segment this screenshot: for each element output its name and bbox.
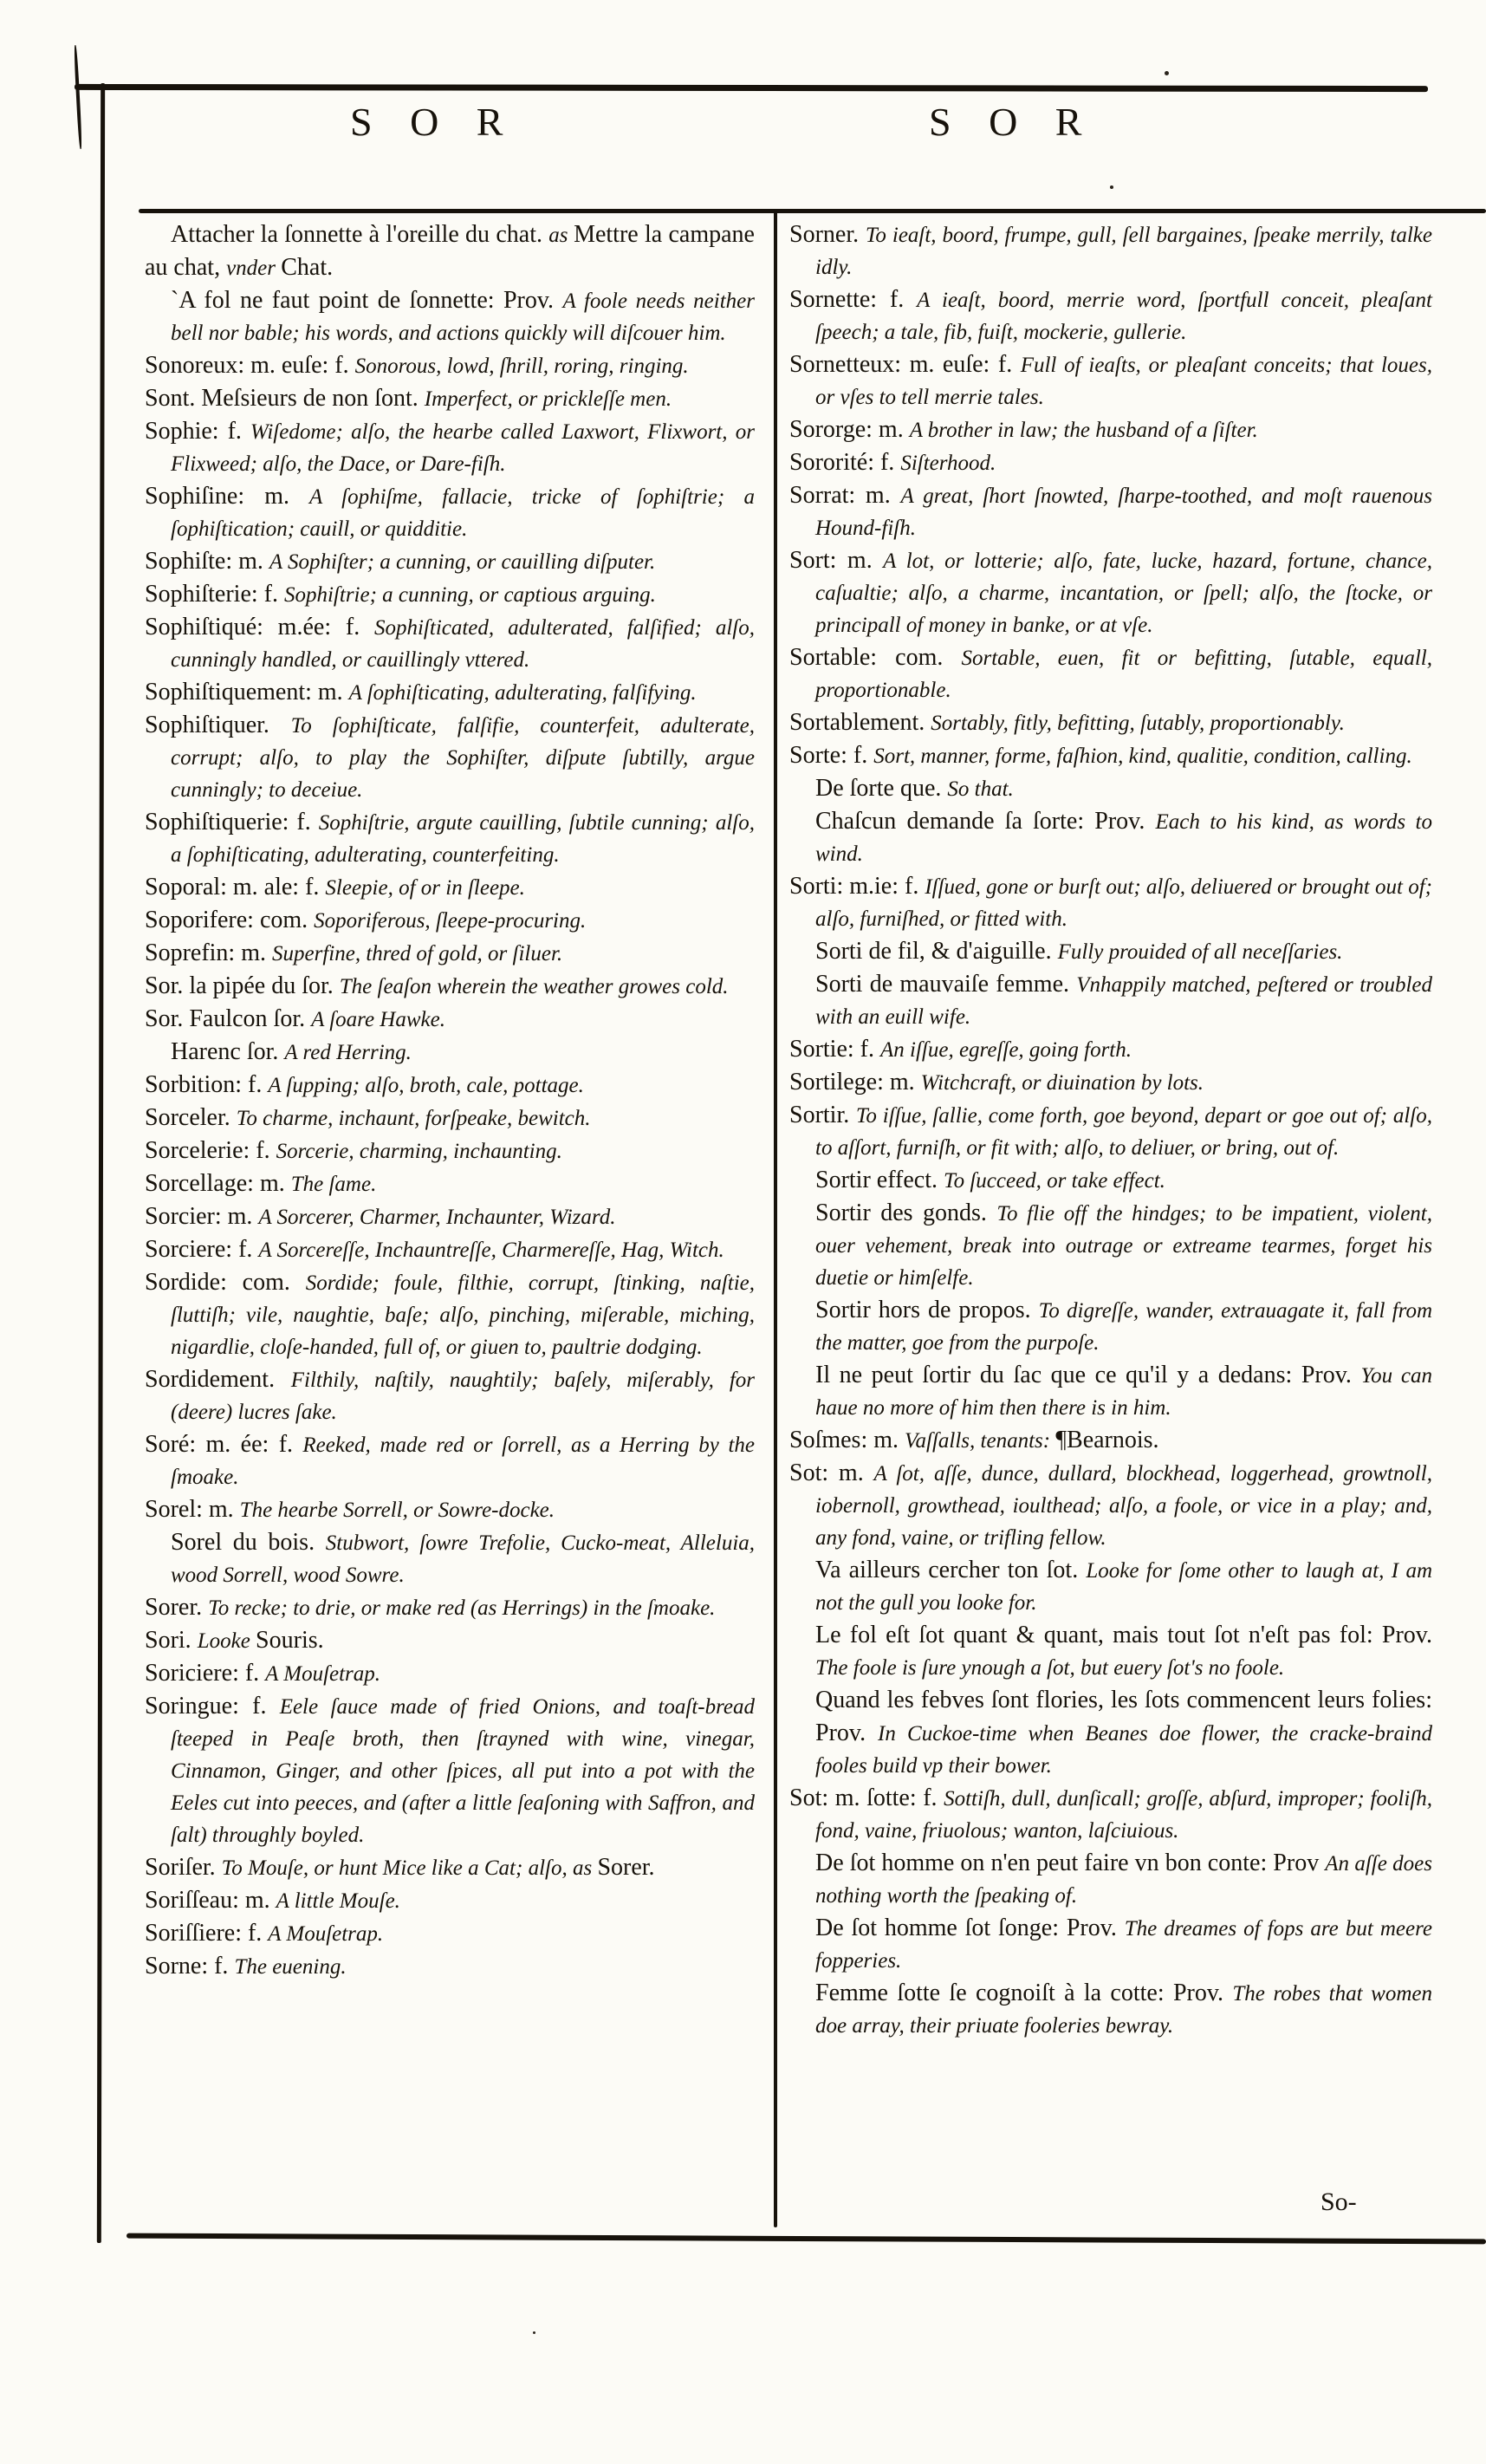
gloss-text-italic: Sortable, euen, fit or befitting, ſutable, equall, proportionable. xyxy=(815,647,1432,702)
dictionary-entry xyxy=(789,1166,1432,1199)
gloss-text-italic: Sottiſh, dull, dunſicall; groſſe, abſurd, improper; fooliſh, fond, vaine, friuolous; wanton, laſciuious. xyxy=(815,1787,1432,1843)
dictionary-entry xyxy=(145,678,755,711)
entry-text-roman: Soriſſeau: m. xyxy=(145,1887,276,1914)
dictionary-entry xyxy=(789,1849,1432,1914)
gloss-text-italic: To ſucceed, or take effect. xyxy=(943,1169,1165,1193)
gloss-text-italic: To iſſue, ſallie, come forth, goe beyond, depart or goe out of; alſo, to aſſort, furniſh, or fit with; alſo, to deliuer, or bring, out of. xyxy=(815,1104,1432,1160)
entry-text-roman: Sor. la pipée du ſor. xyxy=(145,972,340,999)
dictionary-entry xyxy=(789,448,1432,481)
entry-text-roman: Sophiſtiquer. xyxy=(145,712,291,738)
entry-text-roman: Chaſcun demande ſa ſorte: Prov. xyxy=(815,808,1156,835)
entry-text-roman: Sortie: f. xyxy=(789,1036,880,1063)
entry-text-roman: Sorceler. xyxy=(145,1104,237,1131)
gloss-text-italic: Looke xyxy=(197,1629,256,1653)
dictionary-entry xyxy=(145,1659,755,1692)
gloss-text-italic: The robes that women doe array, their priuate fooleries bewray. xyxy=(815,1982,1432,2038)
entry-text-roman: Femme ſotte ſe cognoiſt à la cotte: Prov. xyxy=(815,1980,1233,2006)
entry-text-roman: Sorte: f. xyxy=(789,742,874,769)
gloss-text-italic: To flie off the hindges; to be impatient, violent, ouer vehement, break into outrage or extreame tearmes, forget his duetie or himſelfe. xyxy=(815,1202,1433,1290)
gloss-text-italic: The euening. xyxy=(234,1955,347,1979)
entry-text-roman: Sot: m. xyxy=(789,1460,874,1486)
entry-text-roman: Sortablement. xyxy=(789,709,931,736)
entry-text-roman: Sorrat: m. xyxy=(789,482,901,509)
gloss-text-italic: The dreames of fops are but meere fopperies. xyxy=(815,1917,1432,1973)
entry-text-roman: Sonoreux: m. euſe: f. xyxy=(145,352,355,379)
entry-text-roman: Soporifere: com. xyxy=(145,907,315,933)
dictionary-entry xyxy=(145,384,755,417)
entry-text-roman: Sorti de fil, & d'aiguille. xyxy=(815,938,1058,965)
gloss-text-italic: Filthily, naſtily, naughtily; baſely, miſerably, for (deere) lucres ſake. xyxy=(171,1369,755,1424)
entry-text-roman: Sorer. xyxy=(597,1854,655,1881)
dictionary-entry xyxy=(145,286,755,351)
entry-text-roman: Soporal: m. ale: f. xyxy=(145,874,326,900)
gloss-text-italic: A Sorcereſſe, Inchauntreſſe, Charmereſſe, Hag, Witch. xyxy=(258,1239,724,1262)
gloss-text-italic: Sonorous, lowd, ſhrill, roring, ringing. xyxy=(354,354,689,378)
entry-text-roman: Sorcellage: m. xyxy=(145,1170,291,1197)
gloss-text-italic: A ſoare Hawke. xyxy=(311,1008,445,1031)
entry-text-roman: Sorne: f. xyxy=(145,1953,235,1980)
entry-text-roman: Sorti de mauvaiſe femme. xyxy=(815,971,1077,998)
entry-text-roman: Sorel du bois. xyxy=(171,1529,326,1556)
gloss-text-italic: Iſſued, gone or burſt out; alſo, deliuered or brought out of; alſo, furniſhed, or fitted with. xyxy=(815,875,1432,931)
page-left-border xyxy=(97,83,105,2243)
column-divider xyxy=(774,211,777,2227)
entry-text-roman: Sor. Faulcon ſor. xyxy=(145,1005,312,1032)
gloss-text-italic: Sort, manner, forme, faſhion, kind, qualitie, condition, calling. xyxy=(873,744,1412,768)
scan-speck xyxy=(1165,71,1169,75)
entry-text-roman: Mettre la campane au chat, xyxy=(145,221,755,281)
entry-text-roman: Sorcelerie: f. xyxy=(145,1137,276,1164)
entry-text-roman: Sororge: m. xyxy=(789,416,910,443)
dictionary-entry xyxy=(789,350,1432,415)
dictionary-entry xyxy=(789,1459,1432,1556)
dictionary-entry xyxy=(789,741,1432,774)
entry-text-roman: Soriciere: f. xyxy=(145,1660,266,1687)
dictionary-entry xyxy=(789,546,1432,643)
dictionary-entry xyxy=(789,1296,1432,1361)
gloss-text-italic: Soporiferous, ſleepe-procuring. xyxy=(314,909,587,933)
dictionary-entry xyxy=(145,482,755,547)
gloss-text-italic: Witchcraft, or diuination by lots. xyxy=(920,1071,1204,1095)
entry-text-roman: Soprefin: m. xyxy=(145,939,272,966)
entry-text-roman: Sorti: m.ie: f. xyxy=(789,873,925,900)
entry-text-roman: Sont. Meſsieurs de non ſont. xyxy=(145,385,425,412)
entry-text-roman: Sophiſterie: f. xyxy=(145,581,284,608)
gloss-text-italic: Sleepie, of or in ſleepe. xyxy=(325,876,525,900)
scan-speck xyxy=(533,2331,535,2334)
gloss-text-italic: To digreſſe, wander, extrauagate it, fall from the matter, goe from the purpoſe. xyxy=(815,1299,1433,1355)
dictionary-entry xyxy=(145,547,755,580)
entry-text-roman: De ſot homme ſot ſonge: Prov. xyxy=(815,1915,1125,1941)
entry-text-roman: Sortir hors de propos. xyxy=(815,1297,1039,1323)
gloss-text-italic: Sortably, fitly, befitting, ſutably, proportionably. xyxy=(931,712,1345,735)
entry-text-roman: Sorcier: m. xyxy=(145,1203,259,1230)
gloss-text-italic: A lot, or lotterie; alſo, fate, lucke, hazard, fortune, chance, caſualtie; alſo, a charme, incantation, or ſpell; alſo, the ſtocke, or principall of money in banke, or at vſe. xyxy=(815,549,1432,637)
entry-text-roman: Sophiſtiquerie: f. xyxy=(145,809,319,835)
entry-text-roman: Attacher la ſonnette à l'oreille du chat. xyxy=(171,221,549,248)
gloss-text-italic: Sophiſtrie, argute cauilling, ſubtile cunning; alſo, a ſophiſticating, adulterating, counterfeiting. xyxy=(171,811,755,867)
dictionary-entry xyxy=(145,873,755,906)
entry-text-roman: Sortilege: m. xyxy=(789,1069,921,1095)
dictionary-entry xyxy=(145,972,755,1004)
gloss-text-italic: So that. xyxy=(947,777,1014,801)
dictionary-entry xyxy=(789,1621,1432,1686)
dictionary-entry xyxy=(145,1528,755,1593)
dictionary-entry xyxy=(145,1235,755,1268)
dictionary-entry xyxy=(145,1886,755,1919)
entry-text-roman: Sorner. xyxy=(789,221,866,248)
entry-text-roman: De ſot homme on n'en peut faire vn bon conte: Prov xyxy=(815,1850,1326,1876)
running-head-left: S O R xyxy=(350,100,517,144)
gloss-text-italic: The ſame. xyxy=(290,1173,377,1196)
dictionary-entry xyxy=(789,1914,1432,1979)
dictionary-entry xyxy=(145,1070,755,1103)
gloss-text-italic: In Cuckoe-time when Beanes doe flower, the cracke-braind fooles build vp their bower. xyxy=(815,1722,1433,1778)
gloss-text-italic: A Sophiſter; a cunning, or cauilling diſputer. xyxy=(269,550,656,574)
running-head-right: S O R xyxy=(929,100,1096,144)
entry-text-roman: Sori. xyxy=(145,1627,198,1654)
gloss-text-italic: The ſeaſon wherein the weather growes cold. xyxy=(339,975,729,998)
dictionary-entry xyxy=(145,1103,755,1136)
entry-text-roman: Sophiſine: m. xyxy=(145,483,310,510)
gloss-text-italic: An iſſue, egreſſe, going forth. xyxy=(880,1038,1132,1062)
gloss-text-italic: Sorcerie, charming, inchaunting. xyxy=(276,1140,562,1163)
dictionary-entry xyxy=(145,1495,755,1528)
dictionary-entry xyxy=(789,643,1432,708)
dictionary-entry xyxy=(789,807,1432,872)
dictionary-entry xyxy=(789,1068,1432,1101)
dictionary-entry xyxy=(789,481,1432,546)
dictionary-entry xyxy=(145,1202,755,1235)
dictionary-entry xyxy=(145,1136,755,1169)
gloss-text-italic: To ſophiſticate, falſifie, counterfeit, adulterate, corrupt; alſo, to play the Sophiſter, diſpute ſubtilly, argue cunningly; to deceiue. xyxy=(171,714,755,802)
gloss-text-italic: Reeked, made red or ſorrell, as a Herring by the ſmoake. xyxy=(171,1434,755,1489)
dictionary-entry xyxy=(145,1169,755,1202)
dictionary-entry xyxy=(145,711,755,808)
gloss-text-italic: A Mouſetrap. xyxy=(265,1662,381,1686)
gloss-text-italic: A ieaſt, boord, merrie word, ſportfull conceit, pleaſant ſpeech; a tale, fib, fuiſt, mockerie, gullerie. xyxy=(815,289,1432,344)
scan-artifact-curl xyxy=(74,45,82,149)
dictionary-entry xyxy=(145,220,755,286)
dictionary-entry xyxy=(145,1430,755,1495)
gloss-text-italic: You can haue no more of him then there is in him. xyxy=(815,1364,1432,1420)
entry-text-roman: Sortable: com. xyxy=(789,644,962,671)
header-rule xyxy=(139,209,1486,213)
dictionary-entry xyxy=(789,285,1432,350)
catchword: So- xyxy=(1321,2188,1357,2216)
dictionary-entry xyxy=(145,351,755,384)
gloss-text-italic: A ſupping; alſo, broth, cale, pottage. xyxy=(268,1074,584,1097)
gloss-text-italic: A Sorcerer, Charmer, Inchaunter, Wizard. xyxy=(258,1206,616,1229)
top-rule xyxy=(75,84,1428,92)
dictionary-entry xyxy=(789,1035,1432,1068)
dictionary-entry xyxy=(145,939,755,972)
dictionary-entry xyxy=(145,1365,755,1430)
gloss-text-italic: A ſot, aſſe, dunce, dullard, blockhead, loggerhead, growtnoll, iobernoll, growthead, ioulthead; alſo, a foole, or vice in a play; and, any fond, vaine, or trifling fellow. xyxy=(815,1462,1432,1550)
dictionary-entry xyxy=(145,1004,755,1037)
gloss-text-italic: To recke; to drie, or make red (as Herrings) in the ſmoake. xyxy=(208,1596,716,1620)
entry-text-roman: Soſmes: m. xyxy=(789,1427,905,1453)
entry-text-roman: Sophiſte: m. xyxy=(145,548,269,575)
gloss-text-italic: An aſſe does nothing worth the ſpeaking of. xyxy=(815,1852,1432,1908)
entry-text-roman: Sororité: f. xyxy=(789,449,901,476)
dictionary-entry xyxy=(145,580,755,613)
gloss-text-italic: To ieaſt, boord, frumpe, gull, ſell bargaines, ſpeake merrily, talke idly. xyxy=(815,224,1432,279)
dictionary-entry xyxy=(145,1692,755,1853)
entry-text-roman: Sortir. xyxy=(789,1102,856,1128)
entry-text-roman: Sornette: f. xyxy=(789,286,918,313)
gloss-text-italic: A great, ſhort ſnowted, ſharpe-toothed, and moſt rauenous Hound-fiſh. xyxy=(815,484,1432,540)
entry-text-roman: Soriſer. xyxy=(145,1854,222,1881)
dictionary-entry xyxy=(145,1037,755,1070)
dictionary-entry xyxy=(789,970,1432,1035)
dictionary-entry xyxy=(789,1199,1432,1296)
scan-speck xyxy=(1110,185,1113,189)
gloss-text-italic: To charme, inchaunt, forſpeake, bewitch. xyxy=(236,1107,591,1130)
entry-text-roman: Quand les febves ſont flories, les ſots commencent leurs folies: Prov. xyxy=(815,1687,1432,1746)
entry-text-roman: Sorciere: f. xyxy=(145,1236,259,1263)
dictionary-entry xyxy=(789,1361,1432,1426)
dictionary-entry xyxy=(789,1556,1432,1621)
entry-text-roman: Soriſſiere: f. xyxy=(145,1920,269,1947)
entry-text-roman: Le fol eſt ſot quant & quant, mais tout ſot n'eſt pas fol: Prov. xyxy=(815,1622,1432,1648)
gloss-text-italic: Vnhappily matched, peſtered or troubled with an euill wife. xyxy=(815,973,1432,1029)
gloss-text-italic: Sordide; foule, filthie, corrupt, ſtinking, naſtie, ſluttiſh; vile, naughtie, baſe; alſo, pinching, miſerable, miching, nigardlie, cloſe-handed, full of, or giuen to, paultrie dodging. xyxy=(171,1271,756,1359)
gloss-text-italic: Eele ſauce made of fried Onions, and toaſt-bread ſteeped in Peaſe broth, then ſtrayned with wine, vinegar, Cinnamon, Ginger, and other ſpices, all put into a pot with the Eeles cut into peeces, and (after a little ſeaſoning with Saffron, and ſalt) throughly boyled. xyxy=(171,1695,755,1847)
dictionary-entry xyxy=(789,708,1432,741)
dictionary-entry xyxy=(789,415,1432,448)
dictionary-entry xyxy=(145,906,755,939)
gloss-text-italic: A ſophiſme, fallacie, tricke of ſophiſtrie; a ſophiſtication; cauill, or quidditie. xyxy=(171,485,755,541)
gloss-text-italic: Imperfect, or prickleſſe men. xyxy=(424,387,672,411)
gloss-text-italic: Superfine, thred of gold, or ſiluer. xyxy=(272,942,563,965)
dictionary-entry xyxy=(145,1268,755,1365)
dictionary-entry xyxy=(789,220,1432,285)
dictionary-entry xyxy=(789,872,1432,937)
left-column xyxy=(145,220,755,1985)
entry-text-roman: Sorel: m. xyxy=(145,1496,240,1523)
entry-text-roman: `A fol ne faut point de ſonnette: Prov. xyxy=(171,287,563,314)
dictionary-entry xyxy=(145,1593,755,1626)
gloss-text-italic: Wiſedome; alſo, the hearbe called Laxwort, Flixwort, or Flixweed; alſo, the Dace, or Dare-fiſh. xyxy=(171,420,755,476)
entry-text-roman: ¶Bearnois. xyxy=(1055,1427,1159,1453)
entry-text-roman: Chat. xyxy=(281,254,334,281)
dictionary-entry xyxy=(789,1101,1432,1166)
gloss-text-italic: To Mouſe, or hunt Mice like a Cat; alſo, as xyxy=(221,1856,598,1880)
dictionary-entry xyxy=(789,937,1432,970)
entry-text-roman: Sortir des gonds. xyxy=(815,1199,997,1226)
entry-text-roman: Il ne peut ſortir du ſac que ce qu'il y a dedans: Prov. xyxy=(815,1362,1361,1388)
gloss-text-italic: The hearbe Sorrell, or Sowre-docke. xyxy=(239,1499,555,1522)
entry-text-roman: Sophiſtiquement: m. xyxy=(145,679,349,705)
dictionary-entry xyxy=(145,1626,755,1659)
entry-text-roman: Harenc ſor. xyxy=(171,1038,285,1065)
gloss-text-italic: Fully prouided of all neceſſaries. xyxy=(1057,940,1343,964)
dictionary-entry xyxy=(145,808,755,873)
dictionary-entry xyxy=(145,1853,755,1886)
dictionary-entry xyxy=(145,1952,755,1985)
dictionary-entry xyxy=(145,613,755,678)
entry-text-roman: Sortir effect. xyxy=(815,1167,944,1193)
gloss-text-italic: Full of ieaſts, or pleaſant conceits; that loues, or vſes to tell merrie tales. xyxy=(815,354,1432,409)
entry-text-roman: Sort: m. xyxy=(789,547,884,574)
gloss-text-italic: Stubwort, ſowre Trefolie, Cucko-meat, Alleluia, wood Sorrell, wood Sowre. xyxy=(171,1531,756,1587)
gloss-text-italic: Each to his kind, as words to wind. xyxy=(815,810,1432,866)
entry-text-roman: Sophiſtiqué: m.ée: f. xyxy=(145,614,374,640)
gloss-text-italic: A brother in law; the husband of a ſiſter. xyxy=(909,419,1258,442)
dictionary-entry xyxy=(145,417,755,482)
gloss-text-italic: vnder xyxy=(226,257,282,280)
gloss-text-italic: A ſophiſticating, adulterating, falſifying. xyxy=(348,681,697,705)
entry-text-roman: Sorer. xyxy=(145,1594,209,1621)
entry-text-roman: Soringue: f. xyxy=(145,1693,280,1720)
right-column xyxy=(789,220,1432,2044)
dictionary-entry xyxy=(789,774,1432,807)
dictionary-entry xyxy=(145,1919,755,1952)
entry-text-roman: Sot: m. ſotte: f. xyxy=(789,1785,944,1811)
gloss-text-italic: as xyxy=(548,224,574,247)
gloss-text-italic: Sophiſtrie; a cunning, or captious arguing. xyxy=(283,583,656,607)
entry-text-roman: Sordidement. xyxy=(145,1366,291,1393)
gloss-text-italic: A red Herring. xyxy=(284,1041,412,1064)
gloss-text-italic: Vaſſalls, tenants: xyxy=(905,1429,1056,1453)
dictionary-entry xyxy=(789,1979,1432,2044)
dictionary-entry xyxy=(789,1686,1432,1784)
gloss-text-italic: Siſterhood. xyxy=(900,452,996,475)
entry-text-roman: Sorbition: f. xyxy=(145,1071,269,1098)
dictionary-entry xyxy=(789,1784,1432,1849)
gloss-text-italic: Looke for ſome other to laugh at, I am not the gull you looke for. xyxy=(815,1559,1433,1615)
gloss-text-italic: A Mouſetrap. xyxy=(268,1922,384,1946)
gloss-text-italic: Sophiſticated, adulterated, falſified; alſo, cunningly handled, or cauillingly vttered. xyxy=(171,616,755,672)
gloss-text-italic: A little Mouſe. xyxy=(276,1889,400,1913)
bottom-rule xyxy=(127,2233,1486,2245)
entry-text-roman: Souris. xyxy=(256,1627,324,1654)
gloss-text-italic: The foole is ſure ynough a ſot, but euery ſot's no foole. xyxy=(815,1656,1285,1680)
entry-text-roman: Sophie: f. xyxy=(145,418,250,445)
gloss-text-italic: A foole needs neither bell nor bable; his words, and actions quickly will diſcouer him. xyxy=(171,289,755,345)
entry-text-roman: Va ailleurs cercher ton ſot. xyxy=(815,1557,1087,1583)
dictionary-entry xyxy=(789,1426,1432,1459)
entry-text-roman: Sornetteux: m. euſe: f. xyxy=(789,351,1021,378)
entry-text-roman: De ſorte que. xyxy=(815,775,948,802)
entry-text-roman: Sordide: com. xyxy=(145,1269,306,1296)
entry-text-roman: Soré: m. ée: f. xyxy=(145,1431,303,1458)
